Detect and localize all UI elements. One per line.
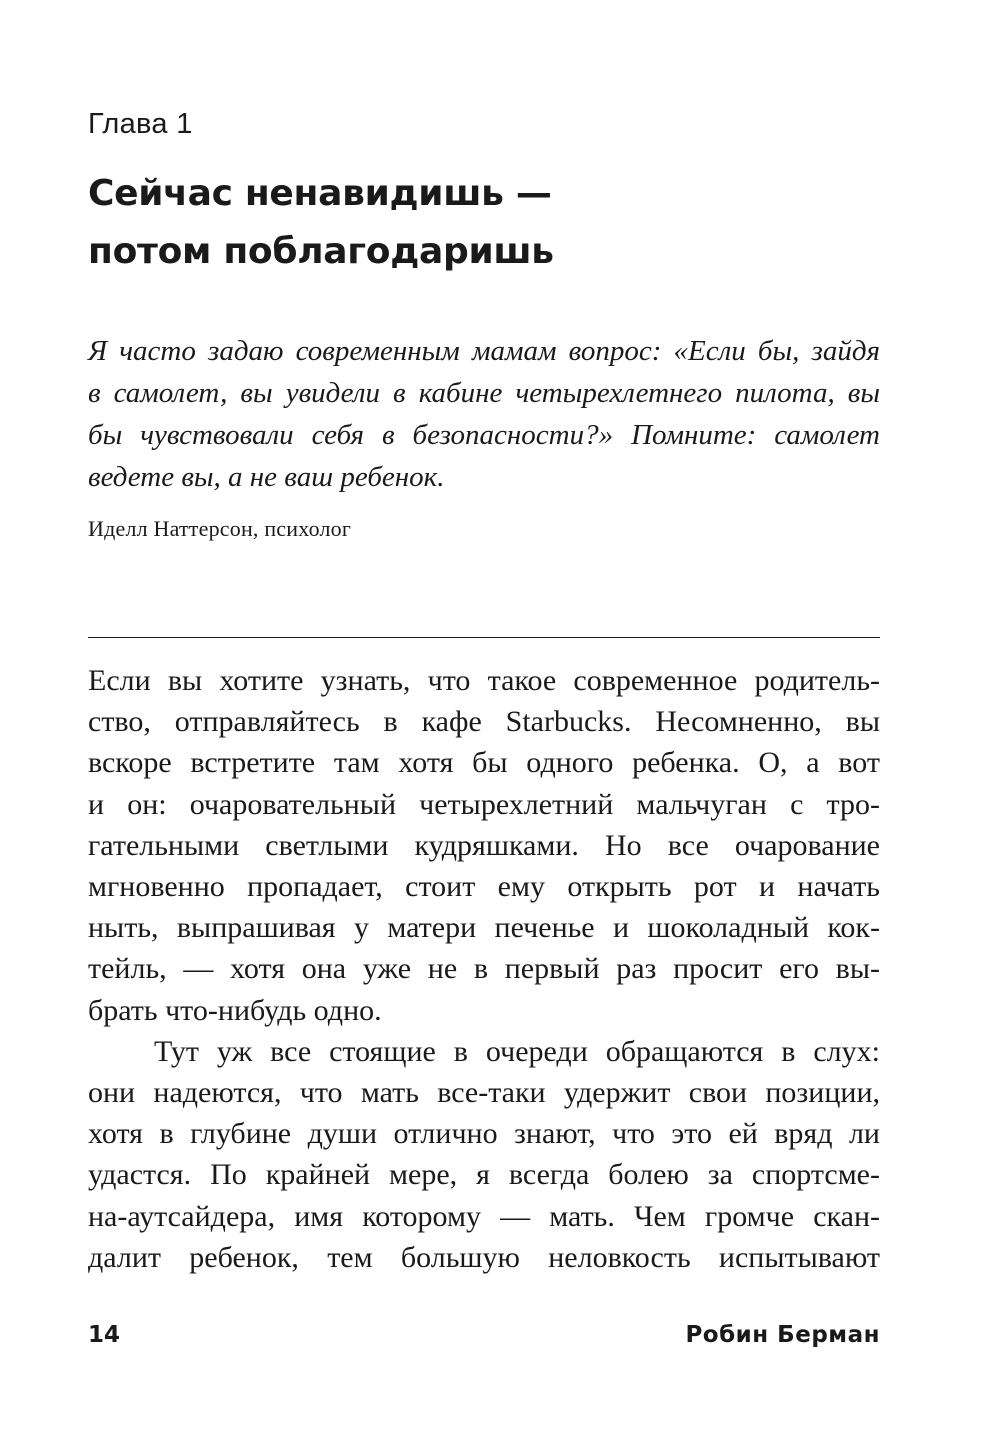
chapter-title-line: Сейчас ненавидишь — [88,173,552,214]
text-line: на-аутсайдера, имя которому — мать. Чем громче скан- [88,1199,880,1233]
body-text [88,660,880,1278]
section-divider [88,637,880,638]
text-line: они надеются, что мать все-таки удержит свои позиции, [88,1076,880,1110]
chapter-title-line: потом поблагодаришь [88,231,554,272]
epigraph-line: Я часто задаю современным мамам вопрос: «Если бы, зайдя [88,335,880,367]
page-number: 14 [88,1322,121,1348]
text-line: Если вы хотите узнать, что такое современное родитель- [88,664,880,697]
text-line: ство, отправляйтесь в кафе Starbucks. Несомненно, вы [88,705,880,739]
text-line: мгновенно пропадает, стоит ему открыть рот и начать [88,870,880,904]
epigraph [88,330,880,542]
epigraph-quote [88,330,880,498]
page-footer [88,1322,880,1354]
epigraph-author: Иделл Наттерсон, психолог [88,516,352,541]
paragraph-2 [88,1031,880,1278]
epigraph-line: в самолет, вы увидели в кабине четырехлетнего пилота, вы [88,377,880,409]
text-line: ныть, выпрашивая у матери печенье и шоколадный кок- [88,911,880,945]
epigraph-line: ведете вы, а не ваш ребенок. [88,461,445,493]
text-line: вскоре встретите там хотя бы одного ребенка. О, а вот [88,746,880,780]
chapter-label: Глава 1 [88,108,193,140]
text-line: далит ребенок, тем большую неловкость испытывают [88,1240,880,1274]
text-line: Тут уж все стоящие в очереди обращаются в слух: [154,1034,880,1068]
running-author: Робин Берман [685,1322,880,1348]
text-line: и он: очаровательный четырехлетний мальчуган с тро- [88,787,880,821]
paragraph-1 [88,660,880,1031]
chapter-title [88,165,888,281]
text-line: удастся. По крайней мере, я всегда болею за спортсме- [88,1158,880,1192]
text-line: брать что-нибудь одно. [88,993,382,1027]
text-line: гательными светлыми кудряшками. Но все очарование [88,828,880,862]
text-line: тейль, — хотя она уже не в первый раз просит его вы- [88,952,880,986]
epigraph-line: бы чувствовали себя в безопасности?» Помните: самолет [88,419,880,451]
text-line: хотя в глубине души отлично знают, что это ей вряд ли [88,1117,880,1151]
